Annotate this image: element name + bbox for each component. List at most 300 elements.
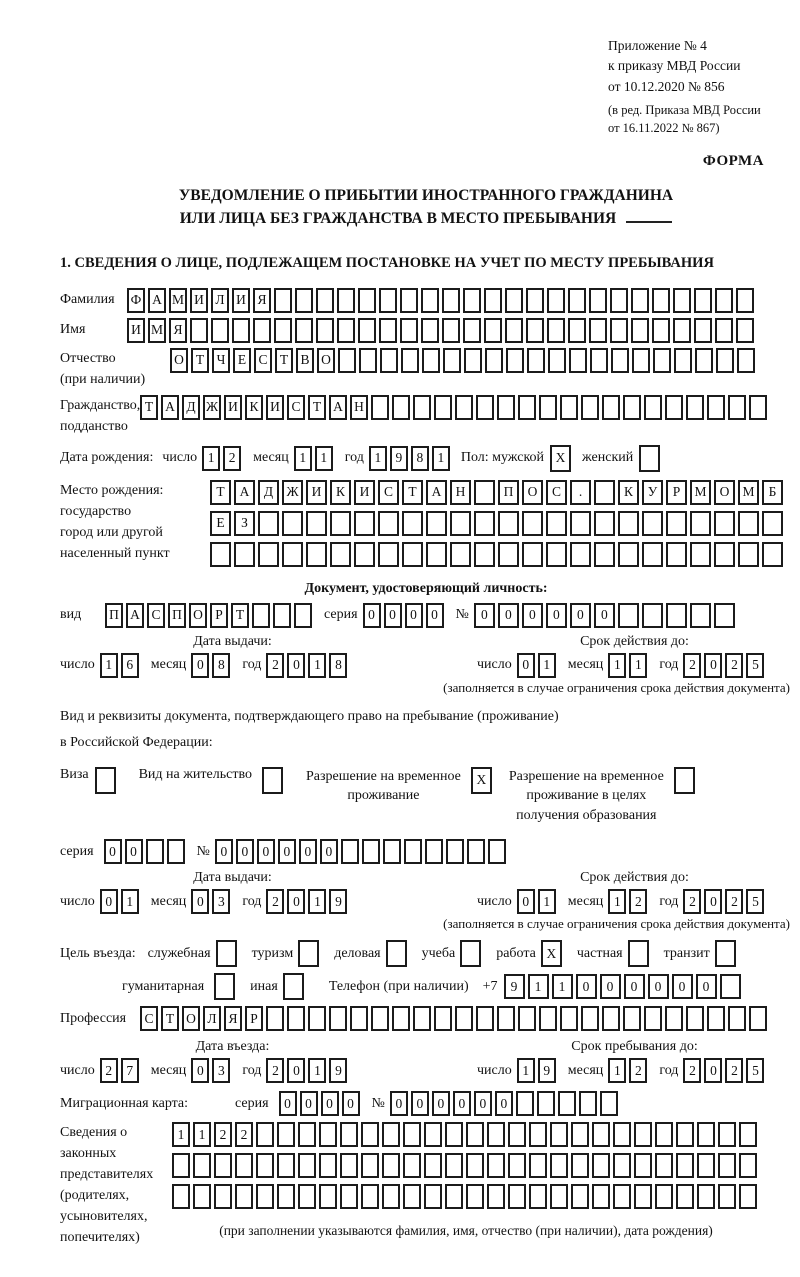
form-cell: . [570,480,591,505]
series-label: серия [235,1095,269,1111]
stay-until-year-cells [683,1058,767,1083]
form-cell [450,511,471,536]
migration-number-cells [390,1091,621,1116]
form-cell: 0 [648,974,669,999]
form-cell [378,511,399,536]
year-label: год [659,1062,679,1078]
form-cell: 0 [704,889,722,914]
form-cell [425,839,443,864]
valid-until-heading: Срок действия до: [580,633,689,649]
form-cell [421,288,439,313]
form-cell [487,1153,505,1178]
patronymic-cells [170,348,758,373]
form-cell: 5 [746,653,764,678]
form-cell [673,318,691,343]
form-cell [676,1122,694,1147]
form-cell: 0 [104,839,122,864]
form-cell: 0 [363,603,381,628]
form-cell: 2 [725,653,743,678]
form-cell: Т [402,480,423,505]
entry-purpose-row2 [122,973,792,1000]
form-cell: П [105,603,123,628]
legal-note: (при заполнении указываются фамилия, имя, отчество (при наличии), дата рождения) [219,1223,713,1239]
form-cell [358,318,376,343]
form-cell [426,511,447,536]
form-cell [443,348,461,373]
form-cell: 1 [528,974,549,999]
form-cell [589,318,607,343]
form-cell: 0 [390,1091,408,1116]
purpose-work-checkbox [541,940,565,967]
form-cell [695,348,713,373]
form-cell [476,1006,494,1031]
form-cell: 0 [495,1091,513,1116]
purpose-study-checkbox [460,940,484,967]
form-cell [623,395,641,420]
form-cell: Е [233,348,251,373]
sex-male-checkbox [550,445,574,472]
year-label: год [659,893,679,909]
form-cell [546,511,567,536]
form-cell [720,974,741,999]
form-cell [282,511,303,536]
form-cell [404,839,422,864]
temp-residence-checkbox [471,767,495,794]
form-cell [728,395,746,420]
form-cell: Н [450,480,471,505]
form-cell [258,542,279,567]
form-cell: 2 [214,1122,232,1147]
form-cell [193,1153,211,1178]
form-cell [690,511,711,536]
form-cell: X [541,940,562,967]
issue-date-heading: Дата выдачи: [193,633,272,649]
form-cell: Б [762,480,783,505]
form-cell: В [296,348,314,373]
form-cell: 3 [212,889,230,914]
form-cell [676,1153,694,1178]
form-cell [421,318,439,343]
form-cell [476,395,494,420]
form-cell: 1 [202,446,220,471]
entry-purpose-label: Цель въезда: [60,945,136,961]
form-cell: О [522,480,543,505]
form-cell [527,348,545,373]
form-cell [424,1184,442,1209]
residence-until-col [477,870,792,914]
form-cell [736,288,754,313]
form-cell [358,288,376,313]
form-cell: 9 [504,974,525,999]
form-cell [568,288,586,313]
form-cell [235,1184,253,1209]
form-cell: И [190,288,208,313]
form-cell [707,395,725,420]
visa-label: Виза [60,766,89,782]
residence-doc-intro2: в Российской Федерации: [60,735,213,751]
form-cell [298,1122,316,1147]
form-cell: 0 [279,1091,297,1116]
valid-until-heading: Срок действия до: [580,870,689,886]
identity-dates [60,634,792,678]
form-cell: Т [308,395,326,420]
form-cell [694,288,712,313]
form-cell [697,1153,715,1178]
form-cell [214,1184,232,1209]
form-cell [592,1153,610,1178]
form-cell [497,395,515,420]
birth-day-cells [202,446,244,471]
form-cell [738,542,759,567]
form-cell [749,1006,767,1031]
form-cell [337,318,355,343]
form-cell: К [618,480,639,505]
form-cell [262,767,283,794]
form-cell: 1 [608,1058,626,1083]
number-label: № [455,607,469,622]
form-cell [282,542,303,567]
form-cell [674,767,695,794]
purpose-humanitarian-checkbox [214,973,238,1000]
form-cell: М [738,480,759,505]
form-title [60,184,792,231]
form-cell [273,603,291,628]
stay-until-col [477,1039,792,1083]
birth-year-cells [369,446,453,471]
form-cell: 0 [299,839,317,864]
form-cell [718,1184,736,1209]
form-cell [294,603,312,628]
form-cell [442,318,460,343]
form-cell: 2 [683,1058,701,1083]
form-cell [762,542,783,567]
form-cell [547,288,565,313]
surname-label: Фамилия [60,292,115,307]
residence-issue-year-cells [266,889,350,914]
stay-until-heading: Срок пребывания до: [571,1039,698,1055]
form-cell: 1 [608,653,626,678]
vid-cells [105,603,315,628]
form-cell [739,1122,757,1147]
residence-until-year-cells [683,889,767,914]
visa-checkbox [95,767,119,794]
form-cell: 0 [411,1091,429,1116]
form-cell [569,348,587,373]
form-cell: 0 [453,1091,471,1116]
form-cell: 2 [629,1058,647,1083]
identity-issue-col [60,634,405,678]
form-cell [602,395,620,420]
form-cell [718,1122,736,1147]
form-cell [252,603,270,628]
form-cell: Я [224,1006,242,1031]
form-cell [463,288,481,313]
form-cell [594,511,615,536]
form-cell [298,1184,316,1209]
form-cell: 0 [191,653,209,678]
form-cell [403,1153,421,1178]
form-cell: X [471,767,492,794]
form-cell: Т [275,348,293,373]
form-cell [550,1153,568,1178]
form-cell: 0 [287,653,305,678]
birth-place-label: Место рождения: государство город или другой населенный пункт [60,482,170,561]
form-cell [522,542,543,567]
form-cell: 7 [121,1058,139,1083]
day-label: число [60,893,95,909]
form-cell: 2 [266,889,284,914]
purpose-tourism-checkbox [298,940,322,967]
residence-issue-month-cells [191,889,233,914]
form-cell [676,1184,694,1209]
form-cell: 0 [624,974,645,999]
form-cell: 1 [100,653,118,678]
form-cell [455,395,473,420]
form-cell [546,542,567,567]
identity-number-cells [474,603,738,628]
form-cell: Т [161,1006,179,1031]
form-cell [424,1153,442,1178]
form-cell: 1 [552,974,573,999]
form-cell: 0 [474,603,495,628]
form-cell [529,1122,547,1147]
form-cell [371,1006,389,1031]
issue-date-heading: Дата выдачи: [193,870,272,886]
day-label: число [477,657,512,672]
form-cell [610,318,628,343]
entry-purpose-row [60,940,792,967]
form-cell [655,1153,673,1178]
form-cell [736,318,754,343]
form-cell: Н [350,395,368,420]
identity-until-year-cells [683,653,767,678]
form-cell [167,839,185,864]
form-cell [618,542,639,567]
form-cell: И [266,395,284,420]
form-cell: 0 [278,839,296,864]
form-cell [258,511,279,536]
form-cell [571,1122,589,1147]
number-label: № [196,843,210,859]
form-cell [354,511,375,536]
form-cell: 8 [329,653,347,678]
form-cell [463,318,481,343]
form-cell: 0 [704,1058,722,1083]
form-cell [214,973,235,1000]
form-cell: 0 [704,653,722,678]
form-cell: 0 [517,889,535,914]
legal-row1-cells [172,1122,760,1147]
form-cell: 0 [236,839,254,864]
form-cell: 2 [266,653,284,678]
purpose-business-label: деловая [334,945,381,961]
form-cell [330,511,351,536]
month-label: месяц [567,893,604,909]
residence-issue-day-cells [100,889,142,914]
patronymic-label: Отчество (при наличии) [60,350,146,387]
form-cell [686,1006,704,1031]
form-cell: 0 [426,603,444,628]
form-cell [537,1091,555,1116]
form-cell: Ж [203,395,221,420]
form-cell [652,288,670,313]
form-cell: 0 [215,839,233,864]
form-cell: С [254,348,272,373]
form-cell: Т [140,395,158,420]
birth-place-row3-cells [210,542,786,567]
form-cell [571,1153,589,1178]
form-cell [400,318,418,343]
form-cell [529,1184,547,1209]
form-cell [295,288,313,313]
form-cell: Л [203,1006,221,1031]
form-cell [666,603,687,628]
profession-label: Профессия [60,1010,127,1026]
form-cell [716,348,734,373]
form-cell: У [642,480,663,505]
form-cell: 0 [191,889,209,914]
form-cell [539,395,557,420]
form-cell: С [140,1006,158,1031]
residence-issue-col [60,870,405,914]
form-cell [277,1153,295,1178]
form-cell [666,542,687,567]
form-cell [547,318,565,343]
form-cell: 5 [746,889,764,914]
patronymic-row [60,348,792,390]
form-cell [488,839,506,864]
form-cell [450,542,471,567]
form-cell [673,288,691,313]
form-cell [642,542,663,567]
form-cell [277,1122,295,1147]
year-label: год [242,1062,262,1078]
form-cell [193,1184,211,1209]
form-cell: С [147,603,165,628]
form-cell [505,318,523,343]
form-cell: А [148,288,166,313]
sex-female-label: женский [582,450,634,465]
form-cell: З [234,511,255,536]
form-cell [361,1184,379,1209]
form-cell [484,318,502,343]
form-cell [508,1184,526,1209]
form-cell: 1 [308,1058,326,1083]
residence-until-month-cells [608,889,650,914]
form-cell [666,511,687,536]
form-cell [642,511,663,536]
form-cell [235,1153,253,1178]
form-cell [631,318,649,343]
form-cell [386,940,407,967]
number-label: № [371,1095,385,1111]
form-cell [455,1006,473,1031]
form-cell: 1 [369,446,387,471]
form-cell: К [245,395,263,420]
form-cell [602,1006,620,1031]
residence-dates [60,870,792,914]
year-label: год [242,893,262,909]
name-label: Имя [60,322,86,337]
form-cell: Ч [212,348,230,373]
month-label: месяц [150,657,187,672]
surname-row [60,288,792,313]
form-cell [600,1091,618,1116]
form-cell [570,542,591,567]
identity-until-col [477,634,792,678]
form-cell [214,1153,232,1178]
profession-row [60,1006,792,1031]
migration-card-row [60,1091,792,1116]
form-cell [401,348,419,373]
form-cell [686,395,704,420]
form-cell: А [234,480,255,505]
reference-line: к приказу МВД России [608,58,741,74]
section1-heading: 1. СВЕДЕНИЯ О ЛИЦЕ, ПОДЛЕЖАЩЕМ ПОСТАНОВКЕ НА УЧЕТ ПО МЕСТУ ПРЕБЫВАНИЯ [60,254,714,271]
form-cell [190,318,208,343]
form-cell [618,603,639,628]
form-cell [434,395,452,420]
form-cell [590,348,608,373]
form-cell: 9 [390,446,408,471]
purpose-private-label: частная [576,945,623,961]
purpose-transit-label: транзит [663,945,710,961]
form-cell [340,1153,358,1178]
citizenship-row [60,395,792,437]
form-cell [628,940,649,967]
form-cell: 1 [315,446,333,471]
form-cell [378,542,399,567]
form-cell: 8 [411,446,429,471]
form-cell [634,1184,652,1209]
form-cell: Я [169,318,187,343]
form-cell [613,1153,631,1178]
form-cell [379,318,397,343]
form-cell: 0 [100,889,118,914]
form-cell [434,1006,452,1031]
residence-doc-types [60,767,792,826]
month-label: месяц [567,1062,604,1078]
form-cell [338,348,356,373]
identity-doc-row [60,603,792,628]
form-cell [594,542,615,567]
form-cell: Д [258,480,279,505]
form-cell [382,1122,400,1147]
form-cell [361,1153,379,1178]
form-cell: И [127,318,145,343]
form-cell [424,1122,442,1147]
form-cell: 2 [235,1122,253,1147]
form-cell: 1 [538,889,556,914]
form-cell [464,348,482,373]
form-cell: Р [666,480,687,505]
form-cell [697,1184,715,1209]
form-cell [631,288,649,313]
stay-until-day-cells [517,1058,559,1083]
purpose-work-label: работа [496,945,536,961]
form-cell [762,511,783,536]
form-cell [359,348,377,373]
reference-line: от 10.12.2020 № 856 [608,78,725,94]
form-cell [526,288,544,313]
form-cell [234,542,255,567]
form-cell [738,511,759,536]
form-cell [253,318,271,343]
series-label: серия [324,607,358,622]
form-cell [350,1006,368,1031]
form-cell [558,1091,576,1116]
form-cell [610,288,628,313]
